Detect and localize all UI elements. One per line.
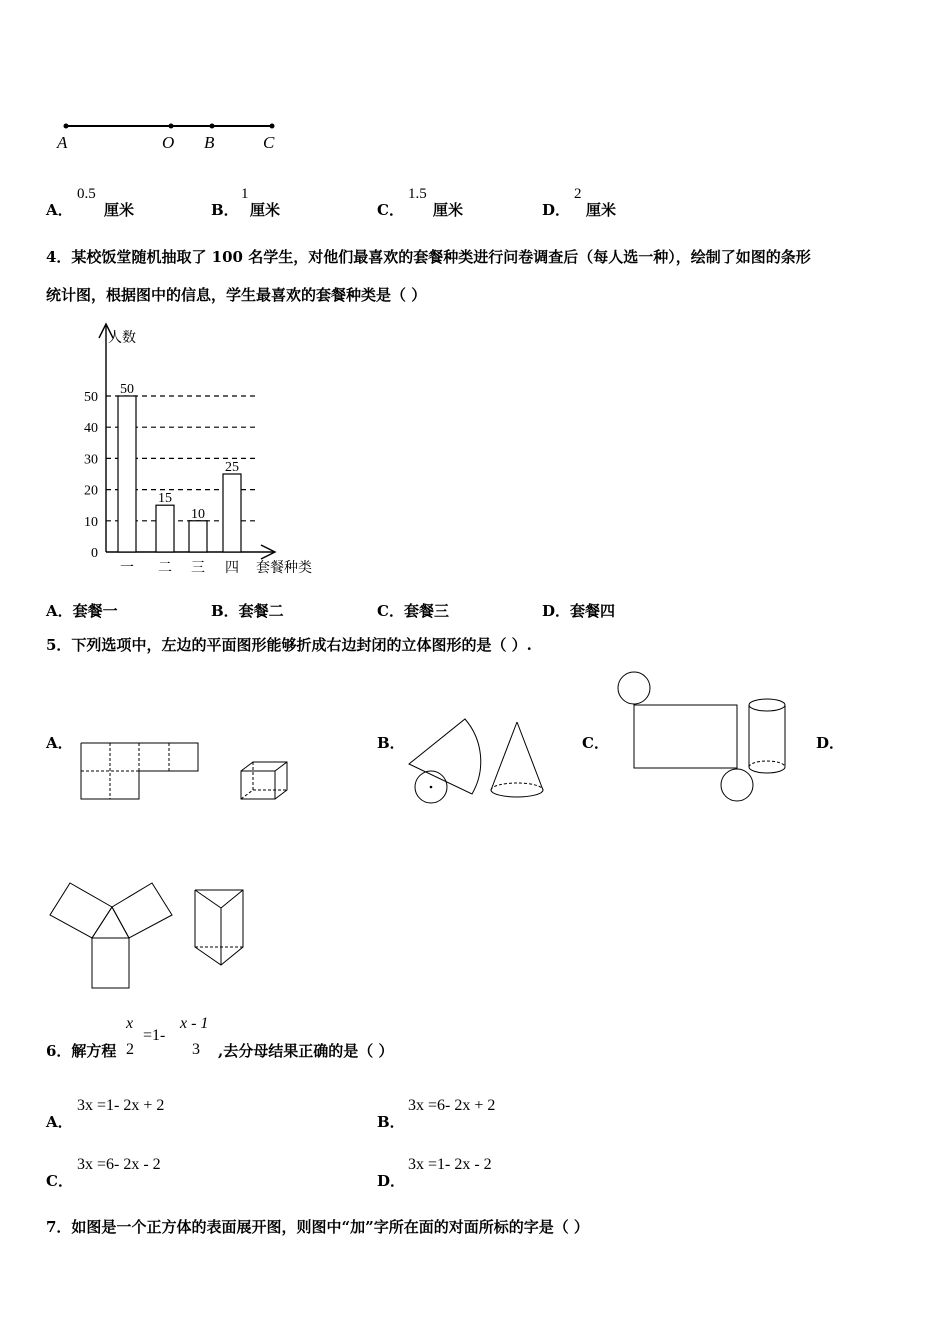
q6-frac2-den: 3: [192, 1041, 200, 1058]
point-label-a: A: [57, 133, 68, 152]
x-axis-label: 套餐种类: [256, 561, 312, 576]
prism-net: [50, 883, 172, 988]
x-category-label: 四: [225, 561, 239, 576]
bar-2: [156, 505, 174, 552]
y-tick-label: 20: [84, 483, 98, 499]
q6-option-a[interactable]: A．: [46, 1113, 73, 1131]
q4-stem-line1: 4．某校饭堂随机抽取了 100 名学生，对他们最喜欢的套餐种类进行问卷调查后（每人选一种），绘制了如图的条形: [46, 248, 811, 266]
q3-option-c[interactable]: [377, 199, 404, 220]
x-category-label: 三: [191, 561, 205, 576]
q4-option-a[interactable]: A．套餐一: [46, 602, 118, 620]
q6-option-b[interactable]: B．: [377, 1113, 405, 1131]
y-tick-label: 30: [84, 452, 98, 468]
x-category-label: 一: [120, 561, 134, 576]
cylinder-solid: [749, 699, 785, 773]
cone-solid: [491, 722, 543, 797]
number-line-figure: [50, 115, 290, 160]
cone-net: [409, 719, 481, 803]
q5-d-figure: [45, 875, 250, 993]
prism-solid: [195, 890, 243, 965]
q3-option-c-unit: 厘米: [433, 201, 464, 219]
cube-solid: [241, 762, 287, 799]
q3-option-d[interactable]: [542, 199, 570, 220]
point-label-o: O: [162, 133, 175, 152]
q5-a-figure: [75, 735, 295, 807]
q6-option-c-expr: 3x =6- 2x - 2: [77, 1156, 161, 1173]
q3-option-a-value: 0.5: [77, 186, 96, 202]
bar-value-label: 15: [158, 491, 172, 507]
q5-stem: 5．下列选项中，左边的平面图形能够折成右边封闭的立体图形的是（ ）.: [46, 636, 532, 654]
q4-option-d[interactable]: D．套餐四: [542, 602, 616, 620]
y-tick-label: 10: [84, 514, 98, 530]
bar-value-label: 10: [191, 506, 205, 522]
q3-option-d-value: 2: [574, 186, 582, 202]
q6-prefix: 6．解方程: [46, 1042, 117, 1060]
q5-b-figure: [405, 712, 555, 807]
q5-option-a[interactable]: A．: [46, 734, 73, 752]
cube-net: [81, 743, 198, 799]
x-category-label: 二: [158, 561, 172, 576]
option-letter: C．: [377, 201, 404, 219]
q4-option-b[interactable]: B．套餐二: [211, 602, 284, 620]
q6-frac1-num: x: [126, 1015, 134, 1032]
y-axis-label: 人数: [108, 331, 136, 346]
y-tick-label: 0: [91, 546, 98, 561]
point-label-b: B: [204, 133, 215, 152]
q4-option-c[interactable]: C．套餐三: [377, 602, 449, 620]
option-letter: D．: [542, 201, 571, 219]
q3-option-b[interactable]: [211, 199, 239, 220]
q3-option-b-unit: 厘米: [250, 201, 281, 219]
q5-option-b[interactable]: B．: [377, 734, 405, 752]
q6-option-b-expr: 3x =6- 2x + 2: [408, 1097, 496, 1114]
q5-option-d[interactable]: D．: [816, 734, 845, 752]
q6-frac2-num: x - 1: [180, 1015, 209, 1032]
q3-option-a-unit: 厘米: [104, 201, 135, 219]
bar-value-label: 50: [120, 382, 134, 397]
point-label-c: C: [263, 133, 275, 152]
q3-option-d-unit: 厘米: [586, 201, 617, 219]
q3-option-c-value: 1.5: [408, 186, 427, 202]
bar-chart: [70, 318, 340, 583]
q7-stem: 7．如图是一个正方体的表面展开图，则图中“加”字所在面的对面所标的字是（ ）: [46, 1218, 589, 1236]
q6-option-a-expr: 3x =1- 2x + 2: [77, 1097, 165, 1114]
bar-4: [223, 474, 241, 552]
q5-option-c[interactable]: C．: [582, 734, 609, 752]
q5-c-figure: [612, 670, 797, 805]
q6-option-d-expr: 3x =1- 2x - 2: [408, 1156, 492, 1173]
bar-1: [118, 396, 136, 552]
q6-option-d[interactable]: D．: [377, 1172, 406, 1190]
q3-option-b-value: 1: [241, 186, 249, 202]
cylinder-net: [618, 672, 753, 801]
bar-value-label: 25: [225, 460, 239, 475]
q6-suffix: ,去分母结果正确的是（ ）: [218, 1042, 394, 1060]
q6-option-c[interactable]: C．: [46, 1172, 73, 1190]
q6-mid: =1-: [143, 1027, 166, 1044]
y-tick-label: 40: [84, 421, 98, 437]
y-tick-label: 50: [84, 390, 98, 405]
q3-option-a[interactable]: [46, 199, 73, 220]
q6-frac1-den: 2: [126, 1041, 134, 1058]
option-letter: A．: [46, 201, 73, 219]
option-letter: B．: [211, 201, 239, 219]
q4-stem-line2: 统计图，根据图中的信息，学生最喜欢的套餐种类是（ ）: [46, 286, 427, 304]
bar-3: [189, 521, 207, 552]
